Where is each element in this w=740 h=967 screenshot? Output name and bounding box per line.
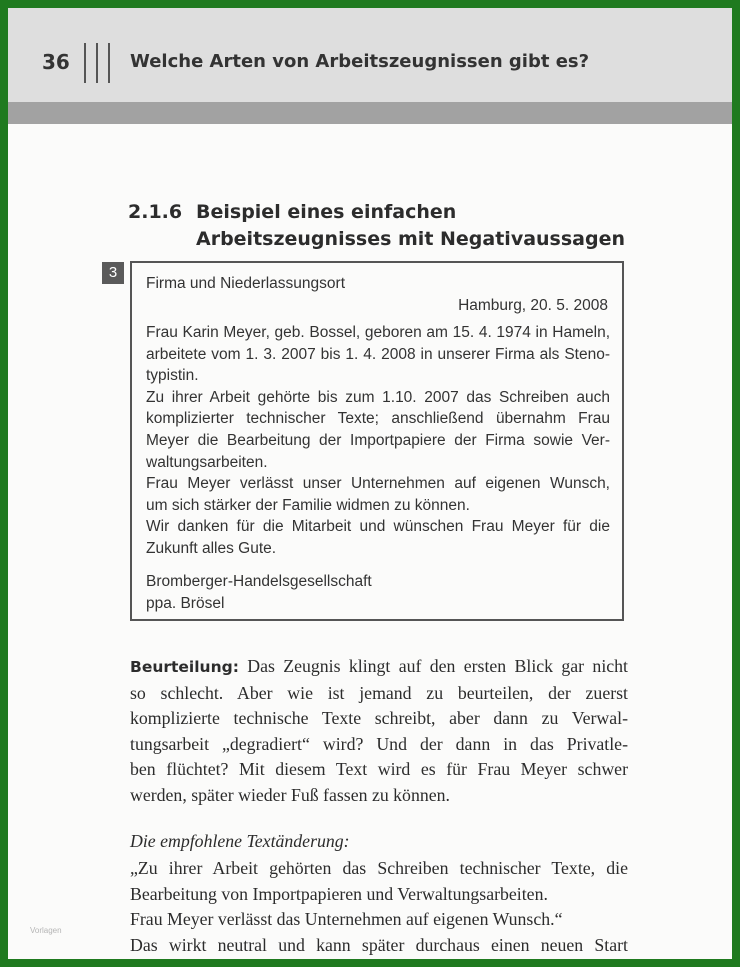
certificate-line: Meyer die Bearbeitung der Importpapiere der Firma sowie Ver-	[146, 431, 610, 449]
assessment-line: komplizierte technische Texte schreibt, aber dann zu Verwal-	[130, 708, 628, 728]
assessment-text: Das Zeugnis klingt auf den ersten Blick gar nicht	[238, 656, 628, 676]
header-rule	[96, 43, 98, 83]
assessment-line: werden, später wieder Fuß fassen zu können.	[130, 784, 450, 805]
certificate-line: arbeitete vom 1. 3. 2007 bis 1. 4. 2008 in unserer Firma als Steno-	[146, 345, 610, 363]
assessment-paragraph	[130, 654, 628, 808]
header-rule	[108, 43, 110, 83]
recommendation-line: „Zu ihrer Arbeit gehörten das Schreiben technischer Texte, die	[130, 858, 628, 878]
section-number: 2.1.6	[128, 201, 183, 223]
watermark: Vorlagen	[30, 926, 62, 935]
signature-company: Bromberger-Handelsgesellschaft	[146, 573, 372, 590]
company-line: Firma und Niederlassungsort	[146, 275, 346, 292]
certificate-line: Zukunft alles Gute.	[146, 539, 277, 557]
example-certificate-box	[130, 261, 624, 621]
recommendation-line: Bearbeitung von Importpapieren und Verwaltungsarbeiten.	[130, 883, 548, 904]
recommendation-line: Frau Meyer verlässt das Unternehmen auf eigenen Wunsch.“	[130, 909, 563, 929]
certificate-line: Wir danken für die Mitarbeit und wünschen Frau Meyer für die	[146, 518, 610, 536]
assessment-line: so schlecht. Aber wie ist jemand zu beurteilen, der zuerst	[130, 682, 628, 703]
certificate-line: Zu ihrer Arbeit gehörte bis zum 1.10. 2007 das Schreiben auch	[146, 388, 610, 406]
page-number: 36	[42, 50, 70, 74]
assessment-line: ben flüchtet? Mit diesem Text wird es für Frau Meyer schwer	[130, 759, 628, 779]
certificate-line: um sich stärker der Familie widmen zu können.	[146, 496, 470, 514]
book-page	[8, 8, 732, 959]
recommendation-heading: Die empfohlene Textänderung:	[130, 831, 350, 851]
header-rule	[84, 43, 86, 83]
section-title-line: Beispiel eines einfachen	[196, 201, 457, 223]
recommendation-paragraph	[130, 856, 628, 958]
certificate-line: Frau Karin Meyer, geb. Bossel, geboren am 15. 4. 1974 in Hameln,	[146, 324, 610, 341]
assessment-line	[130, 654, 628, 681]
recommendation-line: Das wirkt neutral und kann später durchaus einen neuen Start	[130, 934, 628, 955]
certificate-line: typistin.	[146, 367, 199, 385]
assessment-line: tungsarbeit „degradiert“ wird? Und der dann in das Privatle-	[130, 733, 628, 754]
certificate-body	[146, 322, 610, 560]
signature-name: ppa. Brösel	[146, 595, 225, 612]
certificate-line: waltungsarbeiten.	[146, 453, 268, 471]
section-title-line: Arbeitszeugnisses mit Negativaussagen	[196, 228, 626, 250]
assessment-label: Beurteilung:	[130, 658, 239, 676]
example-marker: 3	[102, 262, 124, 284]
header-stripe	[8, 102, 732, 124]
page-header	[8, 8, 732, 102]
running-title: Welche Arten von Arbeitszeugnissen gibt es?	[130, 51, 590, 72]
certificate-line: Frau Meyer verlässt unser Unternehmen auf eigenen Wunsch,	[146, 475, 610, 493]
certificate-line: komplizierter technischer Texte; anschließend übernahm Frau	[146, 410, 610, 428]
place-date: Hamburg, 20. 5. 2008	[458, 297, 608, 314]
